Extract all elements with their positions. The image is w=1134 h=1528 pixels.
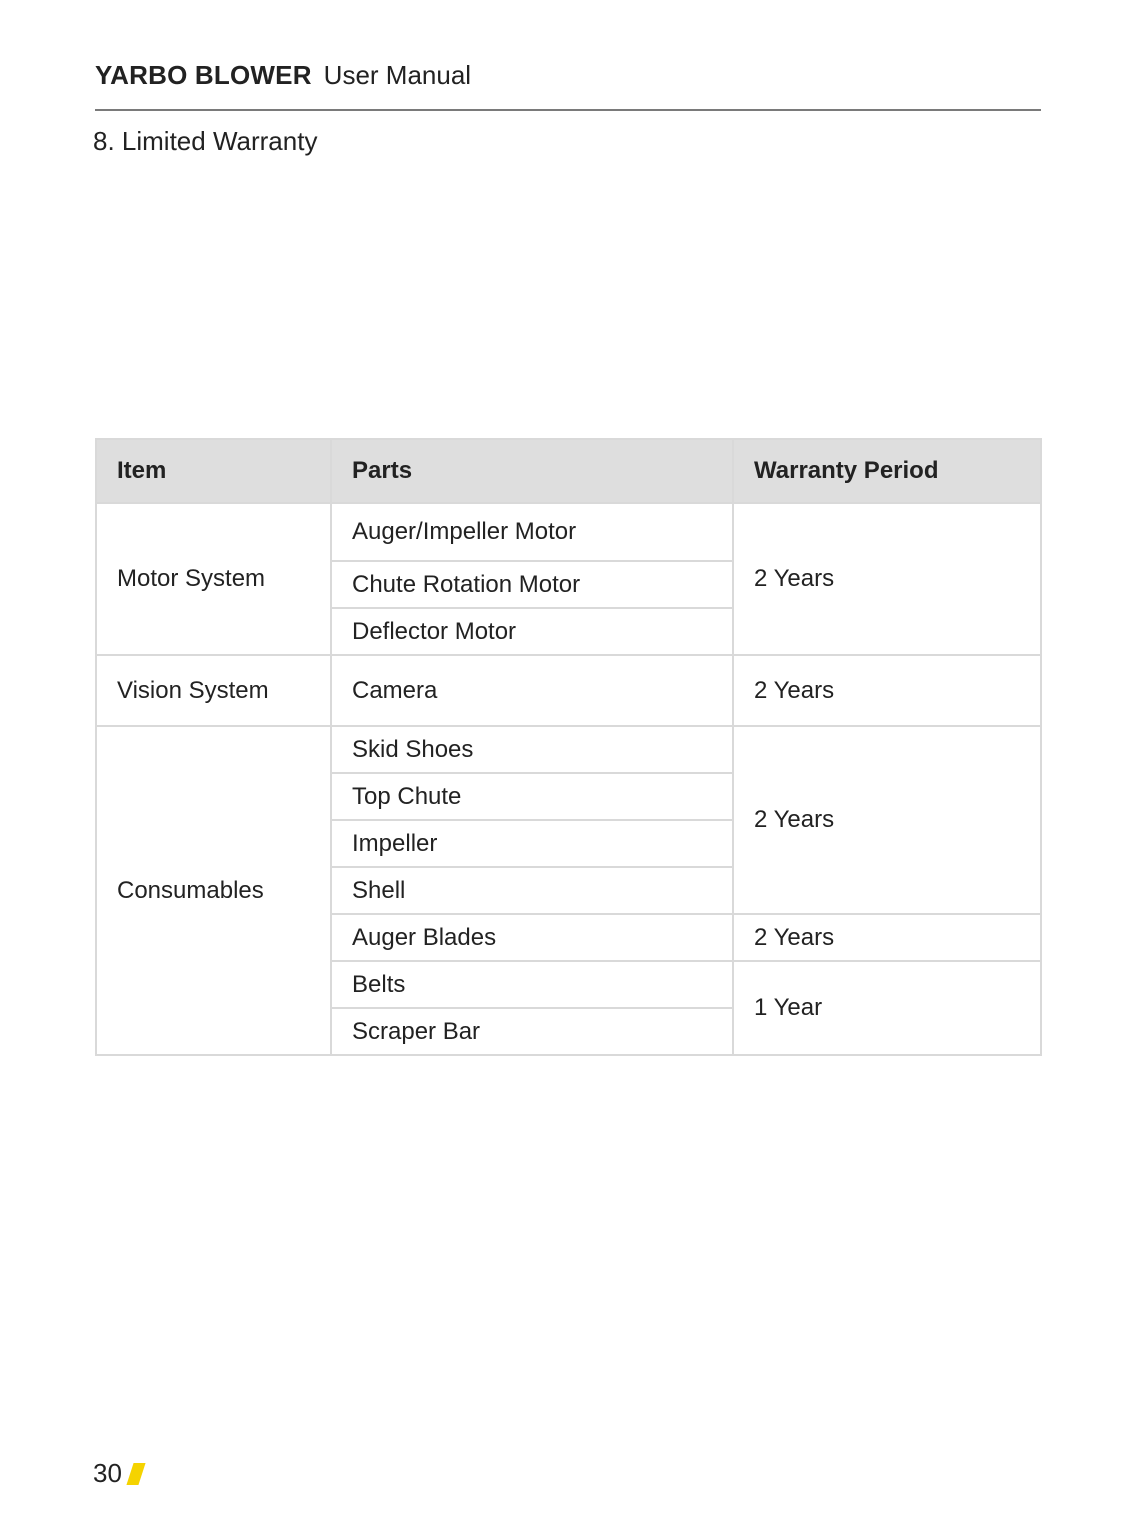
part-cell: Auger Blades — [331, 914, 733, 961]
part-cell: Camera — [331, 655, 733, 726]
page-footer — [93, 1458, 142, 1489]
header-warranty-period: Warranty Period — [733, 439, 1041, 503]
item-cell: Vision System — [96, 655, 331, 726]
part-cell: Deflector Motor — [331, 608, 733, 655]
table-row — [96, 655, 1041, 726]
table-row — [96, 503, 1041, 561]
header-divider — [95, 109, 1041, 111]
header-parts: Parts — [331, 439, 733, 503]
section-title: 8. Limited Warranty — [93, 126, 318, 156]
page-number: 30 — [93, 1458, 122, 1488]
item-cell: Consumables — [96, 726, 331, 1055]
item-cell: Motor System — [96, 503, 331, 655]
part-cell: Scraper Bar — [331, 1008, 733, 1055]
header-subtitle: User Manual — [323, 60, 472, 90]
period-cell: 2 Years — [733, 726, 1041, 914]
part-cell: Impeller — [331, 820, 733, 867]
period-cell: 2 Years — [733, 914, 1041, 961]
page-header — [95, 60, 1041, 96]
table-row — [96, 726, 1041, 773]
header-item: Item — [96, 439, 331, 503]
part-cell: Belts — [331, 961, 733, 1008]
period-cell: 2 Years — [733, 503, 1041, 655]
table-header-row — [96, 439, 1041, 503]
period-cell: 1 Year — [733, 961, 1041, 1055]
part-cell: Skid Shoes — [331, 726, 733, 773]
part-cell: Chute Rotation Motor — [331, 561, 733, 608]
warranty-table — [95, 438, 1042, 1056]
page-accent-mark — [126, 1463, 145, 1485]
period-cell: 2 Years — [733, 655, 1041, 726]
part-cell: Shell — [331, 867, 733, 914]
header-brand: YARBO BLOWER — [95, 60, 312, 90]
part-cell: Top Chute — [331, 773, 733, 820]
part-cell: Auger/Impeller Motor — [331, 503, 733, 561]
